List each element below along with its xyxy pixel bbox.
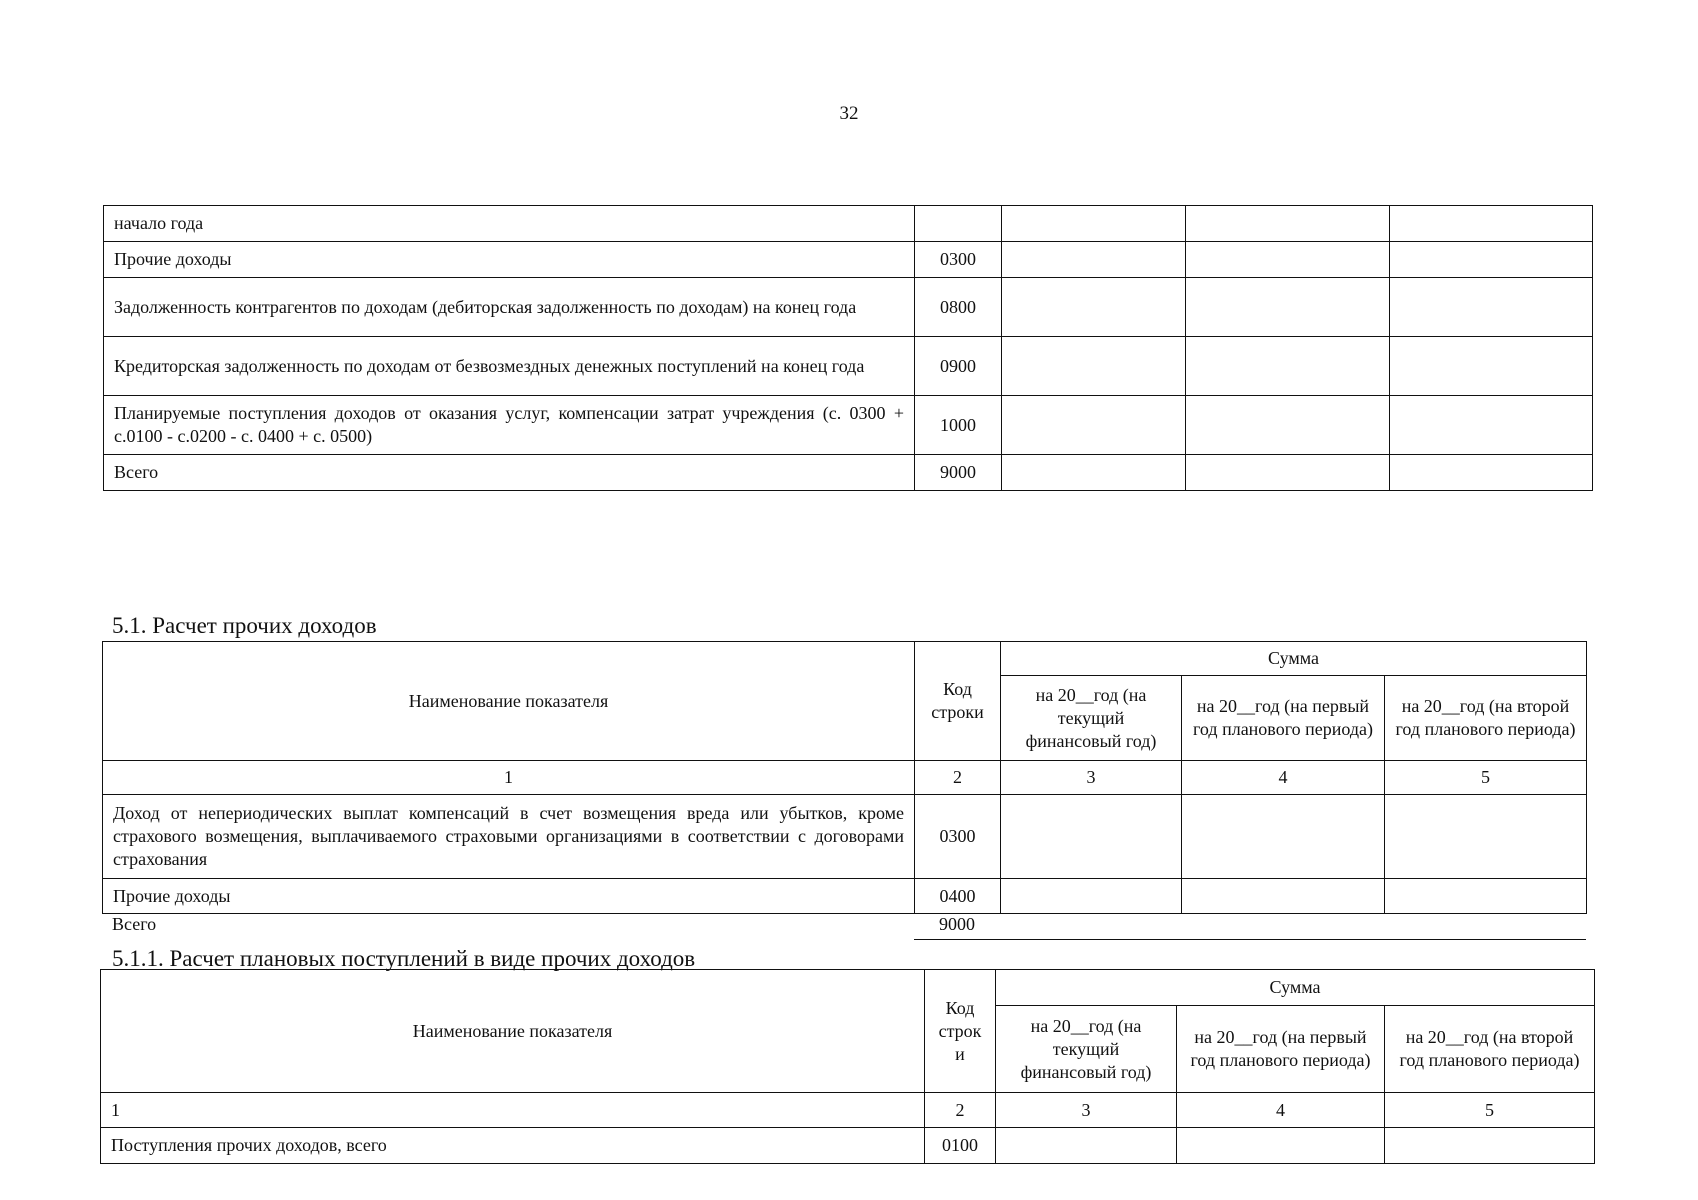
header-col5: на 20__год (на второй год планового периода) bbox=[1385, 676, 1587, 761]
income-table-continuation bbox=[103, 205, 1593, 491]
header-code: Код строк и bbox=[925, 970, 996, 1093]
table-row bbox=[104, 206, 1593, 242]
column-number: 3 bbox=[996, 1093, 1177, 1128]
row-name: Планируемые поступления доходов от оказания услуг, компенсации затрат учреждения (с. 0300 + с.0100 - с.0200 - с. 0400 + с. 0500) bbox=[104, 396, 915, 455]
column-number: 1 bbox=[101, 1093, 925, 1128]
row-name: Доход от непериодических выплат компенсаций в счет возмещения вреда или убытков, кроме страхового возмещения, выплачиваемого страховыми организациями в соответствии с договорами страхования bbox=[103, 795, 915, 879]
column-number: 4 bbox=[1177, 1093, 1385, 1128]
sum-cell[interactable] bbox=[1186, 337, 1390, 396]
total-row bbox=[102, 912, 1586, 940]
row-name: Всего bbox=[104, 455, 915, 491]
page-number: 32 bbox=[839, 103, 859, 124]
sum-cell[interactable] bbox=[1186, 206, 1390, 242]
row-code: 0400 bbox=[915, 879, 1001, 914]
sum-cell[interactable] bbox=[1001, 795, 1182, 879]
row-name: Прочие доходы bbox=[103, 879, 915, 914]
sum-cell[interactable] bbox=[1390, 396, 1593, 455]
planned-other-income-table bbox=[100, 969, 1595, 1164]
sum-cell[interactable] bbox=[1002, 242, 1186, 278]
table-row bbox=[103, 879, 1587, 914]
header-sum: Сумма bbox=[996, 970, 1595, 1006]
table-row bbox=[104, 242, 1593, 278]
column-number: 2 bbox=[925, 1093, 996, 1128]
column-number: 4 bbox=[1182, 761, 1385, 795]
header-sum: Сумма bbox=[1001, 642, 1587, 676]
header-row bbox=[103, 642, 1587, 676]
row-name: Прочие доходы bbox=[104, 242, 915, 278]
row-code bbox=[915, 206, 1002, 242]
sum-cell[interactable] bbox=[1390, 242, 1593, 278]
section-title-5-1-1: 5.1.1. Расчет плановых поступлений в виде прочих доходов bbox=[112, 946, 696, 971]
row-code: 0300 bbox=[915, 795, 1001, 879]
header-row bbox=[101, 970, 1595, 1006]
sum-cell[interactable] bbox=[1186, 242, 1390, 278]
sum-cell[interactable] bbox=[1001, 879, 1182, 914]
table-row bbox=[103, 795, 1587, 879]
row-name: Кредиторская задолженность по доходам от безвозмездных денежных поступлений на конец года bbox=[104, 337, 915, 396]
column-number: 1 bbox=[103, 761, 915, 795]
sum-cell[interactable] bbox=[1002, 278, 1186, 337]
sum-cell[interactable] bbox=[1186, 278, 1390, 337]
header-col3: на 20__год (на текущий финансовый год) bbox=[996, 1006, 1177, 1093]
row-name: Задолженность контрагентов по доходам (дебиторская задолженность по доходам) на конец года bbox=[104, 278, 915, 337]
row-code: 0300 bbox=[915, 242, 1002, 278]
header-name: Наименование показателя bbox=[103, 642, 915, 761]
sum-cell[interactable] bbox=[1385, 879, 1587, 914]
total-code: 9000 bbox=[939, 914, 975, 934]
table-row bbox=[104, 396, 1593, 455]
sum-cell[interactable] bbox=[1390, 455, 1593, 491]
row-name: Поступления прочих доходов, всего bbox=[101, 1128, 925, 1164]
total-underline bbox=[914, 939, 1586, 940]
sum-cell[interactable] bbox=[1385, 795, 1587, 879]
sum-cell[interactable] bbox=[996, 1128, 1177, 1164]
sum-cell[interactable] bbox=[1186, 396, 1390, 455]
row-name: начало года bbox=[104, 206, 915, 242]
table-row bbox=[101, 1128, 1595, 1164]
header-col4: на 20__год (на первый год планового периода) bbox=[1182, 676, 1385, 761]
column-number: 5 bbox=[1385, 761, 1587, 795]
table-row bbox=[104, 455, 1593, 491]
sum-cell[interactable] bbox=[1390, 206, 1593, 242]
sum-cell[interactable] bbox=[1002, 455, 1186, 491]
other-income-table bbox=[102, 641, 1587, 914]
column-numbers-row bbox=[101, 1093, 1595, 1128]
sum-cell[interactable] bbox=[1002, 396, 1186, 455]
sum-cell[interactable] bbox=[1385, 1128, 1595, 1164]
header-col5: на 20__год (на второй год планового периода) bbox=[1385, 1006, 1595, 1093]
sum-cell[interactable] bbox=[1182, 879, 1385, 914]
sum-cell[interactable] bbox=[1390, 337, 1593, 396]
sum-cell[interactable] bbox=[1186, 455, 1390, 491]
sum-cell[interactable] bbox=[1390, 278, 1593, 337]
table-row bbox=[104, 278, 1593, 337]
row-code: 0800 bbox=[915, 278, 1002, 337]
column-number: 5 bbox=[1385, 1093, 1595, 1128]
table-row bbox=[104, 337, 1593, 396]
column-number: 3 bbox=[1001, 761, 1182, 795]
total-label: Всего bbox=[112, 914, 157, 934]
sum-cell[interactable] bbox=[1002, 206, 1186, 242]
sum-cell[interactable] bbox=[1182, 795, 1385, 879]
row-code: 0900 bbox=[915, 337, 1002, 396]
column-numbers-row bbox=[103, 761, 1587, 795]
header-code: Код строки bbox=[915, 642, 1001, 761]
column-number: 2 bbox=[915, 761, 1001, 795]
header-col3: на 20__год (на текущий финансовый год) bbox=[1001, 676, 1182, 761]
row-code: 0100 bbox=[925, 1128, 996, 1164]
sum-cell[interactable] bbox=[1002, 337, 1186, 396]
row-code: 1000 bbox=[915, 396, 1002, 455]
section-title-5-1: 5.1. Расчет прочих доходов bbox=[112, 613, 377, 638]
header-name: Наименование показателя bbox=[101, 970, 925, 1093]
header-col4: на 20__год (на первый год планового периода) bbox=[1177, 1006, 1385, 1093]
sum-cell[interactable] bbox=[1177, 1128, 1385, 1164]
row-code: 9000 bbox=[915, 455, 1002, 491]
